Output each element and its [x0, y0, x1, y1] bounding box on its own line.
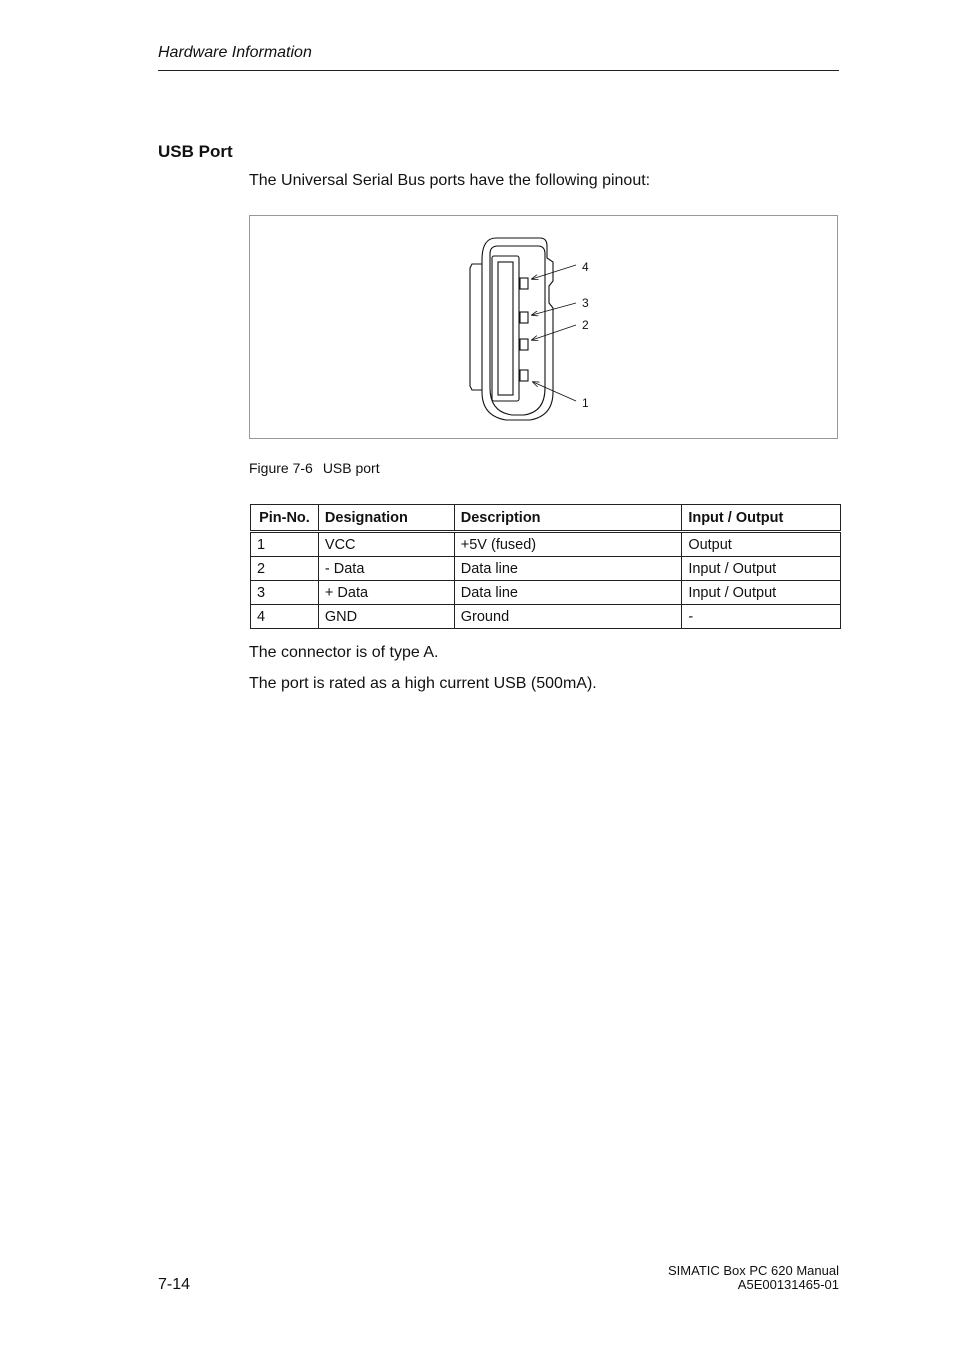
- manual-title: SIMATIC Box PC 620 Manual: [668, 1263, 839, 1278]
- cell-description: Data line: [454, 557, 682, 581]
- figure-caption: [249, 460, 380, 476]
- running-head: Hardware Information: [158, 44, 312, 61]
- cell-description: Data line: [454, 581, 682, 605]
- col-header-designation: Designation: [318, 505, 454, 532]
- cell-io: Output: [682, 532, 841, 557]
- usb-connector-drawing: [250, 216, 837, 438]
- pin-3-contact: [520, 312, 528, 323]
- col-header-pin: Pin-No.: [251, 505, 319, 532]
- footer-info: [668, 1264, 839, 1292]
- table-row: [251, 581, 841, 605]
- cell-designation: + Data: [318, 581, 454, 605]
- page-number: 7-14: [158, 1276, 191, 1293]
- connector-housing: [482, 238, 553, 420]
- caption-text: USB port: [322, 460, 380, 476]
- cell-designation: - Data: [318, 557, 454, 581]
- caption-number: Figure 7-6: [249, 460, 313, 476]
- pin-1-leader: [533, 382, 576, 401]
- pin-3-leader: [532, 303, 576, 315]
- pin-4-contact: [520, 278, 528, 289]
- current-rating-note: The port is rated as a high current USB (500mA).: [249, 675, 597, 692]
- cell-description: Ground: [454, 605, 682, 629]
- pin-label-2: 2: [582, 318, 589, 332]
- cell-designation: GND: [318, 605, 454, 629]
- pin-4-leader: [532, 265, 576, 279]
- header-rule: [158, 70, 839, 71]
- pinout-table: [250, 504, 841, 629]
- connector-tongue-inner: [498, 262, 513, 395]
- cell-designation: VCC: [318, 532, 454, 557]
- pin-label-4: 4: [582, 260, 589, 274]
- cell-pin: 1: [251, 532, 319, 557]
- usb-port-figure: [249, 215, 838, 439]
- cell-pin: 2: [251, 557, 319, 581]
- table-row: [251, 605, 841, 629]
- section-title: USB Port: [158, 142, 233, 161]
- cell-io: Input / Output: [682, 581, 841, 605]
- order-number: A5E00131465-01: [737, 1277, 839, 1292]
- pin-1-contact: [520, 370, 528, 381]
- col-header-description: Description: [454, 505, 682, 532]
- pin-label-1: 1: [582, 396, 589, 410]
- table-header-row: [251, 505, 841, 532]
- table-row: [251, 557, 841, 581]
- pin-2-leader: [532, 325, 576, 340]
- cell-pin: 3: [251, 581, 319, 605]
- cell-pin: 4: [251, 605, 319, 629]
- col-header-io: Input / Output: [682, 505, 841, 532]
- cell-io: Input / Output: [682, 557, 841, 581]
- connector-tongue: [492, 256, 519, 401]
- pin-2-contact: [520, 339, 528, 350]
- cell-description: +5V (fused): [454, 532, 682, 557]
- connector-flange: [470, 264, 482, 390]
- connector-type-note: The connector is of type A.: [249, 644, 439, 661]
- intro-text: The Universal Serial Bus ports have the following pinout:: [249, 172, 651, 189]
- pin-label-3: 3: [582, 296, 589, 310]
- table-row: [251, 532, 841, 557]
- cell-io: -: [682, 605, 841, 629]
